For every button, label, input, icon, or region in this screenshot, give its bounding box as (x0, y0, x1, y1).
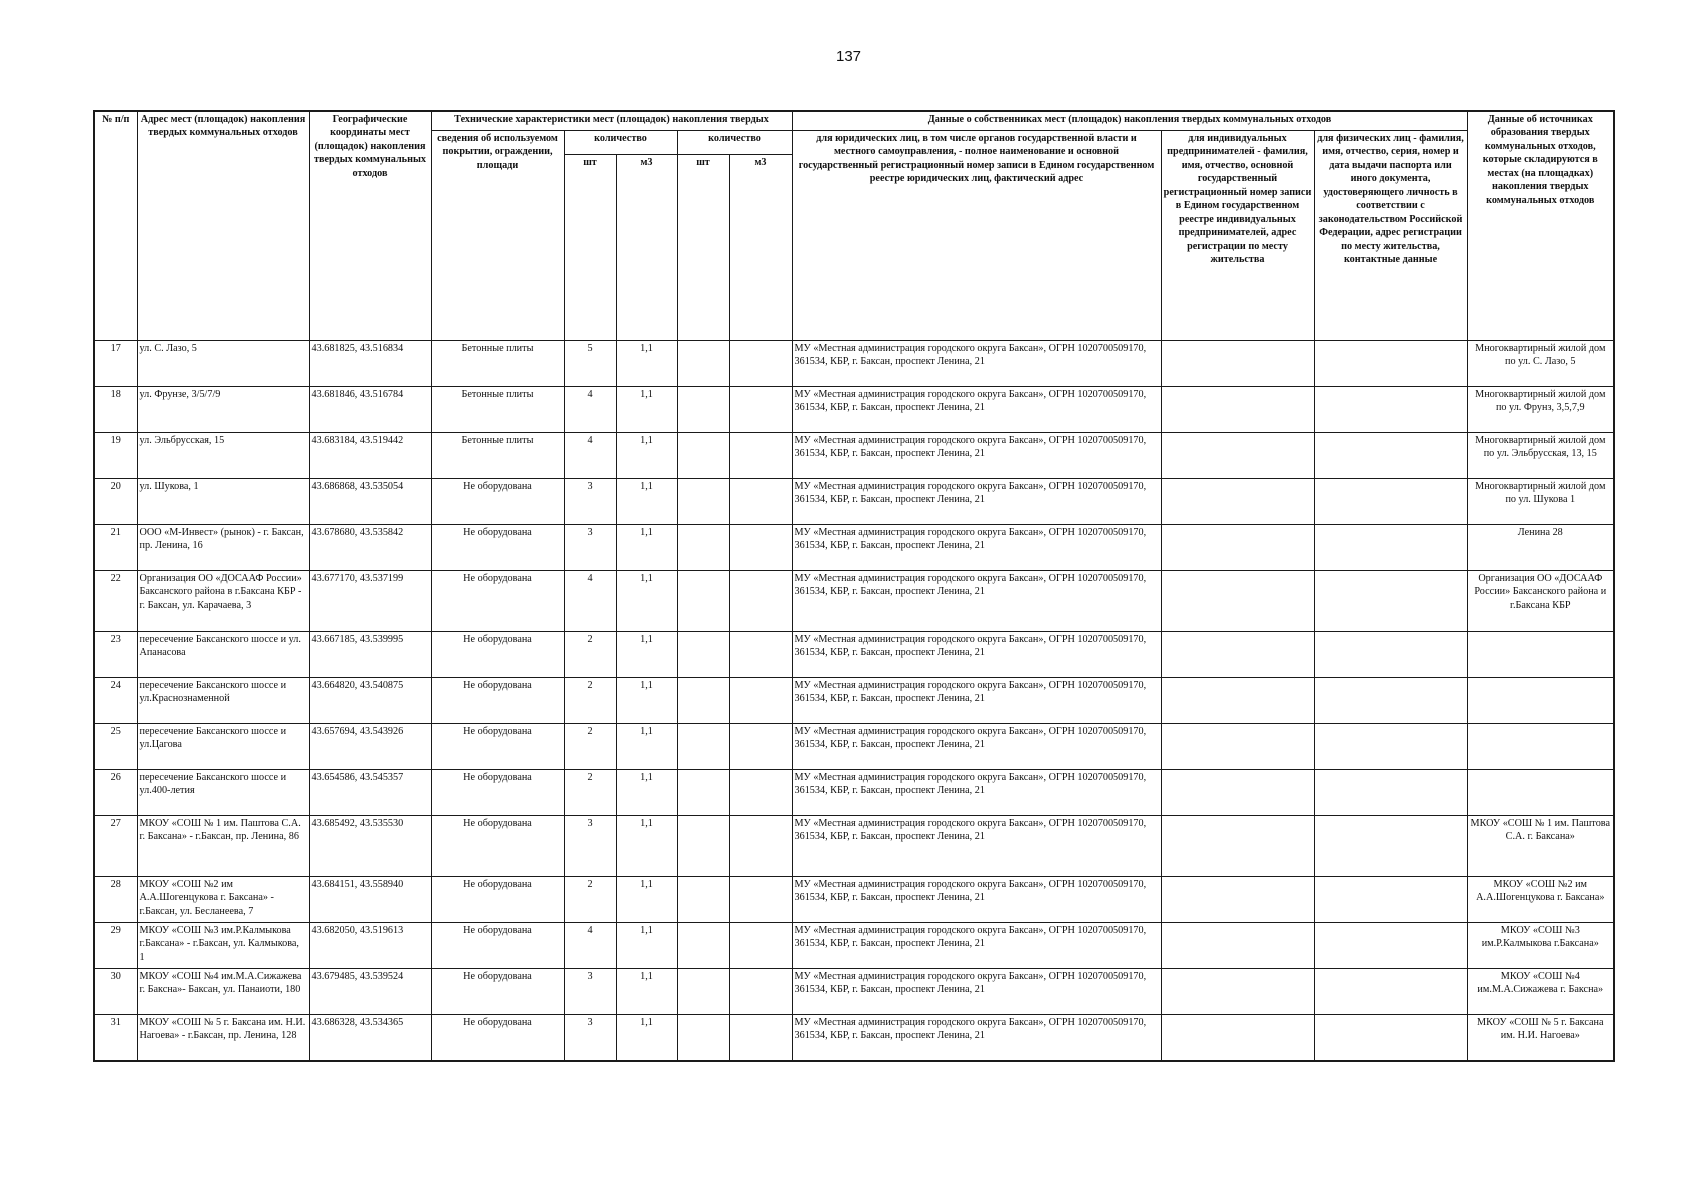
row-owner-individual (1314, 816, 1467, 877)
row-qty-pcs: 4 (564, 923, 616, 969)
row-planned-m3 (729, 969, 792, 1015)
row-planned-pcs (677, 632, 729, 678)
header-tech-text: Технические характеристики мест (площадок) накопления твердых (454, 114, 769, 125)
row-address: ул. С. Лазо, 5 (137, 341, 309, 387)
row-coords: 43.667185, 43.539995 (309, 632, 431, 678)
row-address: МКОУ «СОШ № 5 г. Баксана им. Н.И. Нагоева» - г.Баксан, пр. Ленина, 128 (137, 1015, 309, 1061)
row-source: Многоквартирный жилой дом по ул. С. Лазо, 5 (1467, 341, 1614, 387)
row-qty-pcs: 2 (564, 632, 616, 678)
header-sources: Данные об источниках образования твердых коммунальных отходов, которые складируются в местах (на площадках) накопления твердых коммунальных отходов (1467, 111, 1614, 341)
row-planned-pcs (677, 525, 729, 571)
row-planned-pcs (677, 571, 729, 632)
row-owner-entrepreneur (1161, 770, 1314, 816)
row-cover: Бетонные плиты (431, 341, 564, 387)
row-number: 20 (94, 479, 137, 525)
row-planned-pcs (677, 969, 729, 1015)
row-owner-entrepreneur (1161, 433, 1314, 479)
row-planned-pcs (677, 1015, 729, 1061)
row-number: 24 (94, 678, 137, 724)
row-qty-m3: 1,1 (616, 816, 677, 877)
row-number: 30 (94, 969, 137, 1015)
row-owner-legal: МУ «Местная администрация городского округа Баксан», ОГРН 1020700509170, 361534, КБР, г. Баксан, проспект Ленина, 21 (792, 341, 1161, 387)
row-owner-individual (1314, 571, 1467, 632)
row-owner-entrepreneur (1161, 525, 1314, 571)
row-number: 23 (94, 632, 137, 678)
row-number: 18 (94, 387, 137, 433)
header-owners: Данные о собственниках мест (площадок) накопления твердых коммунальных отходов (792, 111, 1467, 131)
row-owner-individual (1314, 877, 1467, 923)
row-source: Ленина 28 (1467, 525, 1614, 571)
row-source: Организация ОО «ДОСААФ России» Баксанского района и г.Баксана КБР (1467, 571, 1614, 632)
row-source (1467, 632, 1614, 678)
table-row (94, 479, 1614, 525)
row-number: 29 (94, 923, 137, 969)
row-planned-m3 (729, 770, 792, 816)
row-coords: 43.678680, 43.535842 (309, 525, 431, 571)
row-cover: Не оборудована (431, 969, 564, 1015)
row-planned-pcs (677, 923, 729, 969)
header-unit-pcs-planned: шт (677, 155, 729, 341)
row-planned-m3 (729, 525, 792, 571)
row-owner-legal: МУ «Местная администрация городского округа Баксан», ОГРН 1020700509170, 361534, КБР, г. Баксан, проспект Ленина, 21 (792, 1015, 1161, 1061)
row-coords: 43.682050, 43.519613 (309, 923, 431, 969)
table-row (94, 341, 1614, 387)
row-number: 25 (94, 724, 137, 770)
row-planned-m3 (729, 1015, 792, 1061)
row-coords: 43.685492, 43.535530 (309, 816, 431, 877)
row-source: Многоквартирный жилой дом по ул. Эльбрусская, 13, 15 (1467, 433, 1614, 479)
row-cover: Не оборудована (431, 632, 564, 678)
row-number: 28 (94, 877, 137, 923)
row-owner-individual (1314, 923, 1467, 969)
row-owner-entrepreneur (1161, 479, 1314, 525)
row-cover: Не оборудована (431, 1015, 564, 1061)
row-cover: Бетонные плиты (431, 387, 564, 433)
row-coords: 43.664820, 43.540875 (309, 678, 431, 724)
row-cover: Не оборудована (431, 923, 564, 969)
row-qty-m3: 1,1 (616, 724, 677, 770)
row-cover: Бетонные плиты (431, 433, 564, 479)
row-address: ООО «М-Инвест» (рынок) - г. Баксан, пр. Ленина, 16 (137, 525, 309, 571)
row-address: пересечение Баксанского шоссе и ул.Цагова (137, 724, 309, 770)
row-qty-pcs: 3 (564, 1015, 616, 1061)
row-qty-pcs: 3 (564, 816, 616, 877)
row-source: МКОУ «СОШ № 1 им. Паштова С.А. г. Баксана» (1467, 816, 1614, 877)
row-planned-pcs (677, 724, 729, 770)
row-owner-entrepreneur (1161, 632, 1314, 678)
table-row (94, 923, 1614, 969)
header-qty-placed (564, 131, 677, 155)
row-source: Многоквартирный жилой дом по ул. Фрунз, 3,5,7,9 (1467, 387, 1614, 433)
row-qty-m3: 1,1 (616, 479, 677, 525)
row-owner-legal: МУ «Местная администрация городского округа Баксан», ОГРН 1020700509170, 361534, КБР, г. Баксан, проспект Ленина, 21 (792, 923, 1161, 969)
table-body (94, 341, 1614, 1061)
row-owner-entrepreneur (1161, 341, 1314, 387)
row-owner-legal: МУ «Местная администрация городского округа Баксан», ОГРН 1020700509170, 361534, КБР, г. Баксан, проспект Ленина, 21 (792, 632, 1161, 678)
row-qty-m3: 1,1 (616, 678, 677, 724)
row-source (1467, 724, 1614, 770)
header-coords: Географические координаты мест (площадок) накопления твердых коммунальных отходов (309, 111, 431, 341)
row-coords: 43.681825, 43.516834 (309, 341, 431, 387)
row-source: МКОУ «СОШ №2 им А.А.Шогенцукова г. Баксана» (1467, 877, 1614, 923)
row-planned-m3 (729, 387, 792, 433)
table-row (94, 877, 1614, 923)
row-owner-individual (1314, 969, 1467, 1015)
header-unit-pcs: шт (564, 155, 616, 341)
row-qty-m3: 1,1 (616, 387, 677, 433)
row-planned-m3 (729, 479, 792, 525)
table-row (94, 571, 1614, 632)
row-source (1467, 770, 1614, 816)
row-coords: 43.686328, 43.534365 (309, 1015, 431, 1061)
row-coords: 43.677170, 43.537199 (309, 571, 431, 632)
header-num: № п/п (94, 111, 137, 341)
row-planned-m3 (729, 724, 792, 770)
row-planned-m3 (729, 433, 792, 479)
row-coords: 43.684151, 43.558940 (309, 877, 431, 923)
table-row (94, 632, 1614, 678)
row-address: ул. Фрунзе, 3/5/7/9 (137, 387, 309, 433)
header-qty-placed-text: количество (594, 133, 647, 144)
header-individuals: для физических лиц - фамилия, имя, отчество, серия, номер и дата выдачи паспорта или иного документа, удостоверяющего личность в соответствии с законодательством Российской Федерации, адрес регистрации по месту жительства, контактные данные (1314, 131, 1467, 341)
row-qty-m3: 1,1 (616, 525, 677, 571)
row-owner-legal: МУ «Местная администрация городского округа Баксан», ОГРН 1020700509170, 361534, КБР, г. Баксан, проспект Ленина, 21 (792, 571, 1161, 632)
row-planned-pcs (677, 877, 729, 923)
row-planned-pcs (677, 678, 729, 724)
row-qty-m3: 1,1 (616, 571, 677, 632)
row-number: 26 (94, 770, 137, 816)
header-entrepreneurs: для индивидуальных предпринимателей - фамилия, имя, отчество, основной государственный регистрационный номер записи в Едином государственном реестре индивидуальных предпринимателей, адрес регистрации по месту жительства (1161, 131, 1314, 341)
row-owner-legal: МУ «Местная администрация городского округа Баксан», ОГРН 1020700509170, 361534, КБР, г. Баксан, проспект Ленина, 21 (792, 816, 1161, 877)
row-qty-m3: 1,1 (616, 1015, 677, 1061)
row-owner-entrepreneur (1161, 877, 1314, 923)
row-owner-individual (1314, 632, 1467, 678)
table-row (94, 1015, 1614, 1061)
row-source: МКОУ «СОШ № 5 г. Баксана им. Н.И. Нагоева» (1467, 1015, 1614, 1061)
row-coords: 43.657694, 43.543926 (309, 724, 431, 770)
row-qty-pcs: 2 (564, 724, 616, 770)
row-planned-pcs (677, 479, 729, 525)
row-cover: Не оборудована (431, 571, 564, 632)
row-address: пересечение Баксанского шоссе и ул.400-летия (137, 770, 309, 816)
table-row (94, 678, 1614, 724)
header-unit-m3: м3 (616, 155, 677, 341)
table-row (94, 387, 1614, 433)
row-coords: 43.681846, 43.516784 (309, 387, 431, 433)
row-planned-pcs (677, 387, 729, 433)
row-planned-pcs (677, 770, 729, 816)
row-qty-pcs: 2 (564, 770, 616, 816)
row-planned-pcs (677, 816, 729, 877)
row-cover: Не оборудована (431, 816, 564, 877)
row-address: пересечение Баксанского шоссе и ул. Апанасова (137, 632, 309, 678)
header-unit-m3-planned: м3 (729, 155, 792, 341)
row-qty-m3: 1,1 (616, 770, 677, 816)
waste-sites-table (93, 110, 1615, 1062)
row-address: МКОУ «СОШ №2 им А.А.Шогенцукова г. Баксана» - г.Баксан, ул. Бесланеева, 7 (137, 877, 309, 923)
row-planned-m3 (729, 877, 792, 923)
row-owner-legal: МУ «Местная администрация городского округа Баксан», ОГРН 1020700509170, 361534, КБР, г. Баксан, проспект Ленина, 21 (792, 770, 1161, 816)
row-owner-individual (1314, 341, 1467, 387)
row-source: МКОУ «СОШ №3 им.Р.Калмыкова г.Баксана» (1467, 923, 1614, 969)
table-row (94, 969, 1614, 1015)
row-owner-individual (1314, 387, 1467, 433)
row-owner-legal: МУ «Местная администрация городского округа Баксан», ОГРН 1020700509170, 361534, КБР, г. Баксан, проспект Ленина, 21 (792, 433, 1161, 479)
row-owner-individual (1314, 770, 1467, 816)
row-qty-pcs: 2 (564, 678, 616, 724)
row-planned-m3 (729, 632, 792, 678)
row-address: ул. Эльбрусская, 15 (137, 433, 309, 479)
row-source: МКОУ «СОШ №4 им.М.А.Сижажева г. Баксна» (1467, 969, 1614, 1015)
row-qty-m3: 1,1 (616, 632, 677, 678)
page-number: 137 (835, 48, 862, 65)
row-planned-m3 (729, 571, 792, 632)
row-owner-individual (1314, 678, 1467, 724)
row-cover: Не оборудована (431, 479, 564, 525)
table-row (94, 816, 1614, 877)
row-cover: Не оборудована (431, 525, 564, 571)
row-address: пересечение Баксанского шоссе и ул.Краснознаменной (137, 678, 309, 724)
row-number: 22 (94, 571, 137, 632)
row-number: 17 (94, 341, 137, 387)
row-owner-entrepreneur (1161, 387, 1314, 433)
table-row (94, 433, 1614, 479)
row-owner-entrepreneur (1161, 816, 1314, 877)
row-source: Многоквартирный жилой дом по ул. Шукова 1 (1467, 479, 1614, 525)
row-number: 19 (94, 433, 137, 479)
row-owner-legal: МУ «Местная администрация городского округа Баксан», ОГРН 1020700509170, 361534, КБР, г. Баксан, проспект Ленина, 21 (792, 724, 1161, 770)
header-legal: для юридических лиц, в том числе органов государственной власти и местного самоуправления, - полное наименование и основной государственный регистрационный номер записи в Едином государственном реестре юридических лиц, фактический адрес (792, 131, 1161, 341)
row-coords: 43.679485, 43.539524 (309, 969, 431, 1015)
header-qty-planned (677, 131, 792, 155)
row-planned-m3 (729, 816, 792, 877)
row-owner-entrepreneur (1161, 678, 1314, 724)
row-address: Организация ОО «ДОСААФ России» Баксанского района в г.Баксана КБР - г. Баксан, ул. Карачаева, 3 (137, 571, 309, 632)
row-address: ул. Шукова, 1 (137, 479, 309, 525)
row-address: МКОУ «СОШ № 1 им. Паштова С.А. г. Баксана» - г.Баксан, пр. Ленина, 86 (137, 816, 309, 877)
row-address: МКОУ «СОШ №4 им.М.А.Сижажева г. Баксна»- Баксан, ул. Панаиоти, 180 (137, 969, 309, 1015)
row-qty-m3: 1,1 (616, 877, 677, 923)
row-owner-legal: МУ «Местная администрация городского округа Баксан», ОГРН 1020700509170, 361534, КБР, г. Баксан, проспект Ленина, 21 (792, 479, 1161, 525)
row-qty-pcs: 4 (564, 571, 616, 632)
row-owner-entrepreneur (1161, 571, 1314, 632)
row-cover: Не оборудована (431, 724, 564, 770)
row-owner-individual (1314, 724, 1467, 770)
row-owner-individual (1314, 1015, 1467, 1061)
row-owner-entrepreneur (1161, 724, 1314, 770)
row-qty-pcs: 3 (564, 479, 616, 525)
row-planned-m3 (729, 923, 792, 969)
row-cover: Не оборудована (431, 678, 564, 724)
row-planned-m3 (729, 678, 792, 724)
row-number: 31 (94, 1015, 137, 1061)
row-number: 27 (94, 816, 137, 877)
row-qty-pcs: 3 (564, 969, 616, 1015)
row-coords: 43.683184, 43.519442 (309, 433, 431, 479)
row-qty-pcs: 4 (564, 387, 616, 433)
row-cover: Не оборудована (431, 770, 564, 816)
row-owner-entrepreneur (1161, 1015, 1314, 1061)
row-qty-m3: 1,1 (616, 341, 677, 387)
row-qty-m3: 1,1 (616, 969, 677, 1015)
row-qty-pcs: 4 (564, 433, 616, 479)
table-row (94, 770, 1614, 816)
row-cover: Не оборудована (431, 877, 564, 923)
row-planned-m3 (729, 341, 792, 387)
row-owner-legal: МУ «Местная администрация городского округа Баксан», ОГРН 1020700509170, 361534, КБР, г. Баксан, проспект Ленина, 21 (792, 525, 1161, 571)
row-owner-legal: МУ «Местная администрация городского округа Баксан», ОГРН 1020700509170, 361534, КБР, г. Баксан, проспект Ленина, 21 (792, 387, 1161, 433)
header-tech (431, 111, 792, 131)
header-cover: сведения об используемом покрытии, ограждении, площади (431, 131, 564, 341)
row-owner-legal: МУ «Местная администрация городского округа Баксан», ОГРН 1020700509170, 361534, КБР, г. Баксан, проспект Ленина, 21 (792, 678, 1161, 724)
row-qty-pcs: 2 (564, 877, 616, 923)
row-owner-individual (1314, 479, 1467, 525)
table-row (94, 724, 1614, 770)
header-qty-planned-text: количество (708, 133, 761, 144)
row-address: МКОУ «СОШ №3 им.Р.Калмыкова г.Баксана» - г.Баксан, ул. Калмыкова, 1 (137, 923, 309, 969)
row-owner-individual (1314, 525, 1467, 571)
row-owner-legal: МУ «Местная администрация городского округа Баксан», ОГРН 1020700509170, 361534, КБР, г. Баксан, проспект Ленина, 21 (792, 877, 1161, 923)
row-qty-m3: 1,1 (616, 923, 677, 969)
row-source (1467, 678, 1614, 724)
row-qty-m3: 1,1 (616, 433, 677, 479)
row-owner-individual (1314, 433, 1467, 479)
row-owner-entrepreneur (1161, 923, 1314, 969)
row-qty-pcs: 3 (564, 525, 616, 571)
row-number: 21 (94, 525, 137, 571)
table-row (94, 525, 1614, 571)
row-coords: 43.654586, 43.545357 (309, 770, 431, 816)
row-planned-pcs (677, 341, 729, 387)
row-owner-entrepreneur (1161, 969, 1314, 1015)
row-qty-pcs: 5 (564, 341, 616, 387)
row-planned-pcs (677, 433, 729, 479)
row-coords: 43.686868, 43.535054 (309, 479, 431, 525)
row-owner-legal: МУ «Местная администрация городского округа Баксан», ОГРН 1020700509170, 361534, КБР, г. Баксан, проспект Ленина, 21 (792, 969, 1161, 1015)
header-address: Адрес мест (площадок) накопления твердых коммунальных отходов (137, 111, 309, 341)
